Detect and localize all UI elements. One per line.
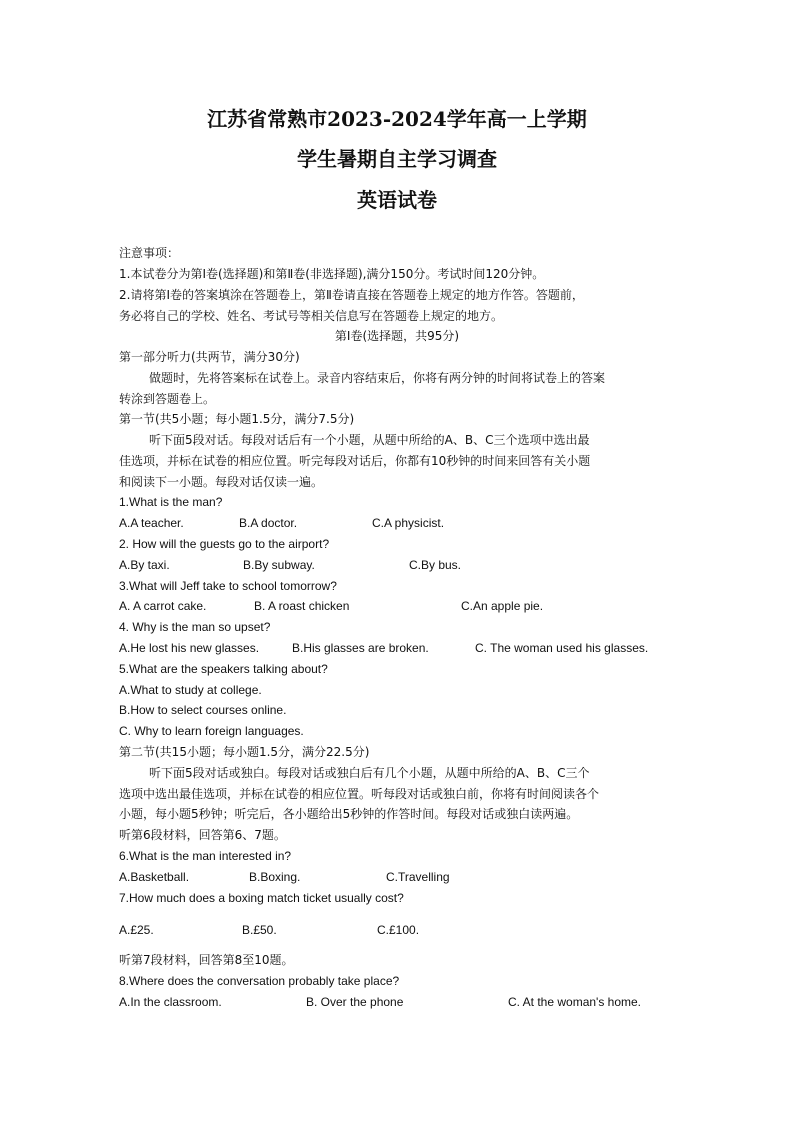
q2-option-c: C.By bus. (409, 558, 462, 572)
section1-instruction-line2: 佳选项，并标在试卷的相应位置。听完每段对话后，你都有10秒钟的时间来回答有关小题 (119, 454, 591, 468)
q3-option-c: C.An apple pie. (461, 599, 544, 613)
exam-subject-title: 英语试卷 (357, 188, 437, 212)
note-1: 1.本试卷分为第Ⅰ卷(选择题)和第Ⅱ卷(非选择题),满分150分。考试时间120分钟。 (119, 267, 545, 281)
q6-option-c: C.Travelling (386, 870, 450, 884)
q7-option-b: B.£50. (242, 923, 277, 937)
q2-option-a: A.By taxi. (119, 558, 170, 572)
q1-option-a: A.A teacher. (119, 516, 184, 530)
section2-heading: 第二节(共15小题；每小题1.5分，满分22.5分) (119, 745, 370, 759)
part1-instruction-line1: 做题时，先将答案标在试卷上。录音内容结束后，你将有两分钟的时间将试卷上的答案 (149, 371, 606, 385)
volume-heading: 第Ⅰ卷(选择题，共95分) (334, 329, 460, 343)
note-2-line1: 2.请将第Ⅰ卷的答案填涂在答题卷上，第Ⅱ卷请直接在答题卷上规定的地方作答。答题前， (119, 288, 584, 302)
question-1: 1.What is the man? (119, 495, 223, 509)
q2-option-b: B.By subway. (243, 558, 315, 572)
q6-option-b: B.Boxing. (249, 870, 301, 884)
q5-option-c: C. Why to learn foreign languages. (119, 724, 304, 738)
section1-instruction-line1: 听下面5段对话。每段对话后有一个小题，从题中所给的A、B、C三个选项中选出最 (149, 433, 590, 447)
q3-option-b: B. A roast chicken (254, 599, 350, 613)
q1-option-b: B.A doctor. (239, 516, 298, 530)
q8-option-b: B. Over the phone (306, 995, 404, 1009)
section2-instruction-line1: 听下面5段对话或独白。每段对话或独白后有几个小题，从题中所给的A、B、C三个 (149, 766, 590, 780)
note-2-line2: 务必将自己的学校、姓名、考试号等相关信息写在答题卷上规定的地方。 (119, 309, 504, 323)
q4-option-b: B.His glasses are broken. (292, 641, 429, 655)
question-4: 4. Why is the man so upset? (119, 620, 271, 634)
question-2: 2. How will the guests go to the airport? (119, 537, 330, 551)
q5-option-a: A.What to study at college. (119, 683, 262, 697)
section1-instruction-line3: 和阅读下一小题。每段对话仅读一遍。 (119, 475, 324, 489)
q8-option-c: C. At the woman's home. (508, 995, 642, 1009)
material-6-heading: 听第6段材料，回答第6、7题。 (119, 828, 286, 842)
q3-option-a: A. A carrot cake. (119, 599, 207, 613)
section1-heading: 第一节(共5小题；每小题1.5分，满分7.5分) (119, 412, 355, 426)
question-6: 6.What is the man interested in? (119, 849, 292, 863)
q4-option-c: C. The woman used his glasses. (475, 641, 649, 655)
exam-title-line1: 江苏省常熟市2023-2024学年高一上学期 (207, 107, 587, 131)
q6-option-a: A.Basketball. (119, 870, 190, 884)
q5-option-b: B.How to select courses online. (119, 703, 287, 717)
section2-instruction-line3: 小题，每小题5秒钟；听完后，各小题给出5秒钟的作答时间。每段对话或独白读两遍。 (119, 807, 579, 821)
q4-option-a: A.He lost his new glasses. (119, 641, 260, 655)
part1-instruction-line2: 转涂到答题卷上。 (119, 392, 216, 406)
question-8: 8.Where does the conversation probably take place? (119, 974, 400, 988)
material-7-heading: 听第7段材料，回答第8至10题。 (119, 953, 294, 967)
q8-option-a: A.In the classroom. (119, 995, 222, 1009)
exam-title-line2: 学生暑期自主学习调查 (297, 147, 497, 171)
question-7: 7.How much does a boxing match ticket usually cost? (119, 891, 404, 905)
q7-option-c: C.£100. (377, 923, 420, 937)
question-5: 5.What are the speakers talking about? (119, 662, 328, 676)
question-3: 3.What will Jeff take to school tomorrow? (119, 579, 337, 593)
section2-instruction-line2: 选项中选出最佳选项，并标在试卷的相应位置。听每段对话或独白前，你将有时间阅读各个 (119, 787, 600, 801)
part1-heading: 第一部分听力(共两节，满分30分) (119, 350, 300, 364)
q7-option-a: A.£25. (119, 923, 154, 937)
q1-option-c: C.A physicist. (372, 516, 445, 530)
notes-heading: 注意事项： (119, 246, 180, 260)
